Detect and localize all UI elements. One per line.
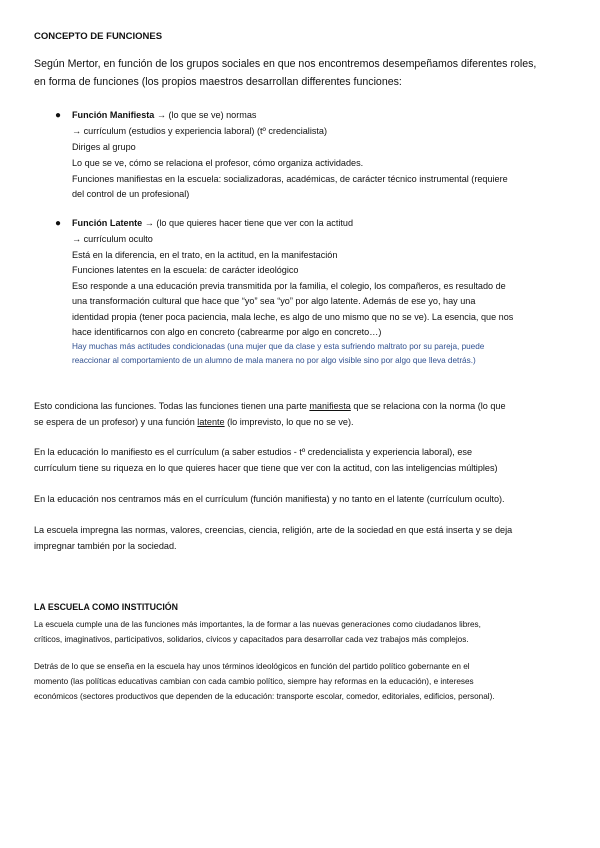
paragraph-line: La escuela cumple una de las funciones más importantes, la de formar a las nuevas generaciones como ciudadanos libres, [34, 620, 481, 629]
bullet-line: → currículum oculto [72, 234, 153, 244]
highlight-line: reaccionar al comportamiento de un alumno de mala manera no por algo visible sino por algo que lleva detrás.) [72, 356, 476, 365]
bullet-line: Diriges al grupo [72, 142, 136, 152]
paragraph-line [34, 401, 506, 411]
bullet-line: Eso responde a una educación previa transmitida por la familia, el colegio, los compañeros, es resultado de [72, 281, 506, 291]
bullet-heading-manifiesta [72, 110, 256, 120]
paragraph-line: En la educación nos centramos más en el currículum (función manifiesta) y no tanto en el latente (currículum oculto). [34, 494, 505, 504]
paragraph-line: impregnar también por la sociedad. [34, 541, 177, 551]
paragraph-line: currículum tiene su riqueza en lo que quieres hacer que tiene que ver con la actitud, con las inteligencias múltiples) [34, 463, 498, 473]
bullet-heading-latente [72, 218, 353, 228]
paragraph-line: momento (las políticas educativas cambian con cada cambio político, siempre hay reformas en la educación), e intereses [34, 677, 474, 686]
intro-line: Según Mertor, en función de los grupos sociales en que nos encontremos desempeñamos diferentes roles, [34, 58, 537, 70]
bullet-dot: ● [55, 218, 62, 229]
bullet-dot: ● [55, 110, 62, 121]
paragraph-line: económicos (sectores productivos que dependen de la educación: transporte escolar, comedor, editoriales, edificios, personal). [34, 692, 495, 701]
text: que se relaciona con la norma (lo que [350, 401, 506, 411]
bullet-head: Función Latente [72, 218, 143, 228]
section-title: CONCEPTO DE FUNCIONES [34, 31, 163, 42]
highlight-line: Hay muchas más actitudes condicionadas (una mujer que da clase y esta sufriendo maltrato por su pareja, puede [72, 342, 485, 351]
paragraph-line: La escuela impregna las normas, valores, creencias, ciencia, religión, arte de la sociedad en que está inserta y se deja [34, 525, 513, 535]
bullet-line: una transformación cultural que hace que “yo” sea “yo” por algo latente. Además de ese yo, hay una [72, 296, 476, 306]
paragraph-line: críticos, imaginativos, participativos, solidarios, cívicos y capacitados para desarrollar cada vez trabajos más complejos. [34, 635, 469, 644]
bullet-line: Funciones latentes en la escuela: de carácter ideológico [72, 265, 299, 275]
underlined-term-manifiesta: manifiesta [309, 401, 351, 411]
bullet-line: Está en la diferencia, en el trato, en la actitud, en la manifestación [72, 250, 338, 260]
bullet-line: Funciones manifiestas en la escuela: socializadoras, académicas, de carácter técnico instrumental (requiere [72, 174, 508, 184]
section-title-2: LA ESCUELA COMO INSTITUCIÓN [34, 602, 179, 612]
text: se espera de un profesor) y una función [34, 417, 198, 427]
paragraph-line [34, 417, 354, 427]
paragraph-line: Detrás de lo que se enseña en la escuela hay unos términos ideológicos en función del partido político gobernante en el [34, 662, 470, 671]
bullet-line: hace identificarnos con algo en concreto (cabrearme por algo en concreto…) [72, 327, 382, 337]
text: (lo imprevisto, lo que no se ve). [224, 417, 354, 427]
bullet-line: identidad propia (tener poca paciencia, mala leche, es algo de uno mismo que no se ve). La esencia, que nos [72, 312, 514, 322]
bullet-line: Lo que se ve, cómo se relaciona el profesor, cómo organiza actividades. [72, 158, 364, 168]
bullet-head: Función Manifiesta [72, 110, 155, 120]
bullet-rest: → (lo que se ve) normas [154, 110, 257, 120]
intro-line: en forma de funciones (los propios maestros desarrollan differentes funciones: [34, 76, 402, 88]
bullet-line: → currículum (estudios y experiencia laboral) (tº credencialista) [72, 126, 328, 136]
paragraph-line: En la educación lo manifiesto es el currículum (a saber estudios - tº credencialista y experiencia laboral), ese [34, 447, 473, 457]
underlined-term-latente: latente [197, 417, 225, 427]
bullet-rest: → (lo que quieres hacer tiene que ver con la actitud [142, 218, 354, 228]
text: Esto condiciona las funciones. Todas las funciones tienen una parte [34, 401, 310, 411]
bullet-line: del control de un profesional) [72, 189, 190, 199]
